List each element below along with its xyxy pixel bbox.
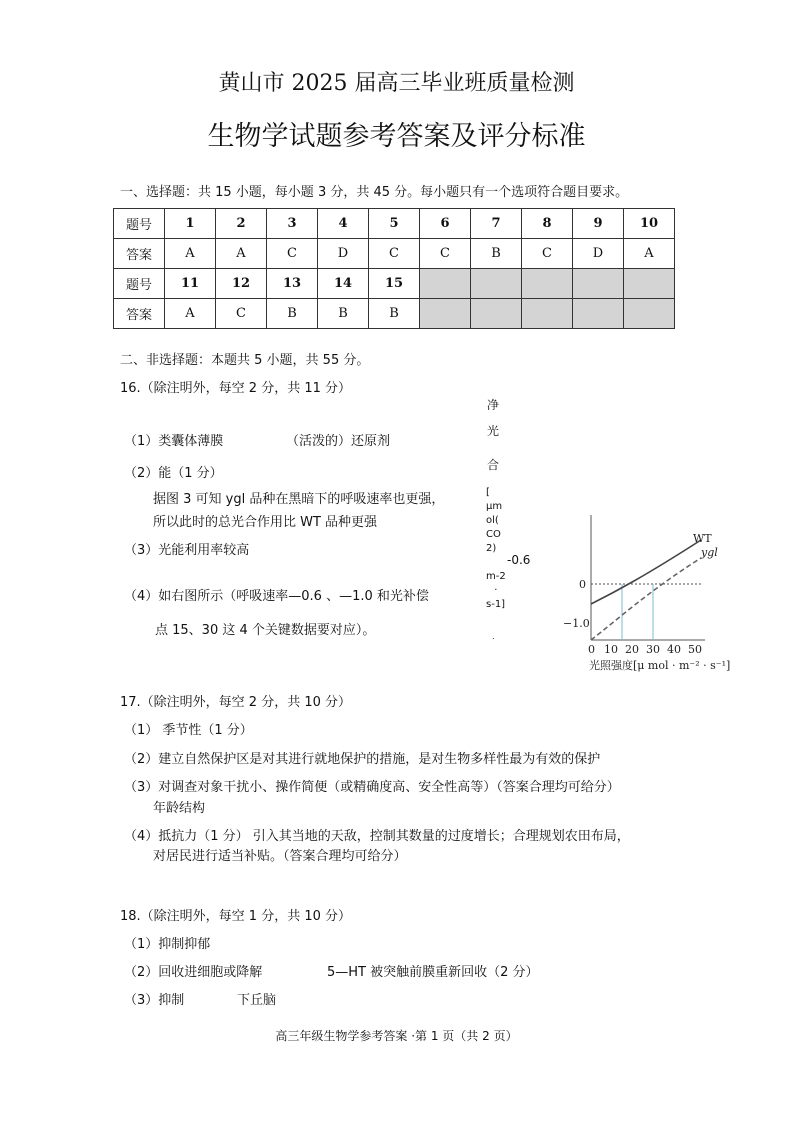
q17-answer4-line2: 对居民进行适当补贴。（答案合理均可给分）: [153, 849, 407, 864]
section1-heading: 一、选择题：共 15 小题，每小题 3 分，共 45 分。每小题只有一个选项符合题目要求。: [120, 185, 629, 200]
ylabel-unit-line: [: [486, 487, 490, 498]
qnum-cell: 8: [522, 209, 573, 239]
page-footer: 高三年级生物学参考答案 ·第 1 页（共 2 页）: [275, 1029, 518, 1043]
answer-cell: A: [165, 299, 216, 329]
answer-cell: D: [318, 239, 369, 269]
ylabel-unit-line: s-1]: [486, 599, 506, 610]
answer-cell: C: [522, 239, 573, 269]
q16-answer4-line2: 点 15、30 这 4 个关键数据要对应）。: [155, 623, 376, 638]
q17-answer4-line1: （4）抵抗力（1 分） 引入其当地的天敌，控制其数量的过度增长；合理规划农田布局，: [124, 829, 630, 844]
qnum-cell: 2: [216, 209, 267, 239]
qnum-cell: 9: [573, 209, 624, 239]
ygl-curve: [591, 558, 701, 640]
q18-heading: 18.（除注明外，每空 1 分，共 10 分）: [120, 909, 352, 924]
x-tick-label: 30: [646, 643, 660, 656]
answer-cell: C: [267, 239, 318, 269]
wt-curve: [591, 540, 701, 604]
answer-cell: B: [471, 239, 522, 269]
stray-dot: .: [492, 632, 495, 641]
q17-answer3-line1: （3）对调查对象干扰小、操作简便（或精确度高、安全性高等）（答案合理均可给分）: [124, 780, 620, 795]
qnum-cell: 15: [369, 269, 420, 299]
ylabel-unit-line: ·: [494, 585, 498, 596]
q16-answer1: （1）类囊体薄膜: [124, 434, 224, 449]
q18-answer2a: （2）回收进细胞或降解: [124, 965, 263, 980]
label-answer: 答案: [114, 239, 165, 269]
empty-cell: [522, 299, 573, 329]
ylabel-unit-line: CO: [486, 529, 501, 540]
qnum-cell: 4: [318, 209, 369, 239]
graph-svg: [555, 510, 770, 680]
qnum-cell: 14: [318, 269, 369, 299]
title-line1: 黄山市 2025 届高三毕业班质量检测: [218, 71, 575, 96]
answer-cell: B: [369, 299, 420, 329]
answer-cell: B: [318, 299, 369, 329]
ylabel-unit-line: ol(: [486, 515, 499, 526]
label-answer: 答案: [114, 299, 165, 329]
empty-cell: [420, 299, 471, 329]
answer-cell: C: [216, 299, 267, 329]
answer-cell: A: [216, 239, 267, 269]
table-row: [114, 239, 675, 269]
q17-answer3-line2: 年龄结构: [153, 801, 206, 816]
q16-answer2-line2: 所以此时的总光合作用比 WT 品种更强: [153, 515, 378, 530]
qnum-cell: 7: [471, 209, 522, 239]
answer-table: [113, 208, 675, 329]
empty-cell: [573, 269, 624, 299]
qnum-cell: 6: [420, 209, 471, 239]
qnum-cell: 1: [165, 209, 216, 239]
x-tick-label: 50: [688, 643, 702, 656]
stray-value: -0.6: [507, 553, 531, 567]
y-tick-label: −1.0: [563, 617, 590, 630]
x-tick-label: 10: [604, 643, 618, 656]
answer-cell: A: [165, 239, 216, 269]
x-tick-label: 20: [625, 643, 639, 656]
x-tick-label: 40: [667, 643, 681, 656]
empty-cell: [624, 269, 675, 299]
ylabel-unit-line: m-2: [486, 571, 506, 582]
empty-cell: [471, 299, 522, 329]
q17-heading: 17.（除注明外，每空 2 分，共 10 分）: [120, 695, 352, 710]
ylabel-unit-line: μm: [486, 501, 503, 512]
title-line2: 生物学试题参考答案及评分标准: [207, 121, 586, 152]
series-label-ygl: ygl: [701, 546, 718, 559]
q16-answer1b: （活泼的）还原剂: [286, 434, 391, 449]
qnum-cell: 12: [216, 269, 267, 299]
empty-cell: [624, 299, 675, 329]
q16-answer2: （2）能（1 分）: [124, 466, 223, 481]
q18-answer1: （1）抑制抑郁: [124, 937, 211, 952]
ylabel-char: 净: [487, 398, 500, 412]
section2-heading: 二、非选择题：本题共 5 小题，共 55 分。: [120, 353, 370, 368]
q18-answer3a: （3）抑制: [124, 993, 185, 1008]
q17-answer2: （2）建立自然保护区是对其进行就地保护的措施，是对生物多样性最为有效的保护: [124, 752, 601, 767]
ylabel-unit-line: 2): [486, 543, 497, 554]
empty-cell: [471, 269, 522, 299]
q16-answer4-line1: （4）如右图所示（呼吸速率—0.6 、—1.0 和光补偿: [124, 589, 429, 604]
ylabel-char: 合: [487, 458, 500, 472]
q18-answer2b: 5—HT 被突触前膜重新回收（2 分）: [327, 965, 539, 980]
qnum-cell: 13: [267, 269, 318, 299]
answer-cell: C: [420, 239, 471, 269]
graph-ylabel-unit2: [486, 570, 506, 612]
qnum-cell: 5: [369, 209, 420, 239]
table-row: [114, 269, 675, 299]
x-tick-label: 0: [588, 643, 595, 656]
qnum-cell: 11: [165, 269, 216, 299]
table-row: [114, 299, 675, 329]
x-axis-label: 光照强度[μ mol · m⁻² · s⁻¹]: [589, 659, 731, 672]
series-label-wt: WT: [693, 532, 712, 545]
answer-cell: B: [267, 299, 318, 329]
q16-heading: 16.（除注明外，每空 2 分，共 11 分）: [120, 381, 352, 396]
ylabel-char: 光: [487, 424, 500, 438]
empty-cell: [522, 269, 573, 299]
qnum-cell: 10: [624, 209, 675, 239]
label-qnum: 题号: [114, 269, 165, 299]
graph-ylabel-unit: [486, 486, 502, 556]
q16-answer3: （3）光能利用率较高: [124, 543, 250, 558]
label-qnum: 题号: [114, 209, 165, 239]
qnum-cell: 3: [267, 209, 318, 239]
answer-cell: A: [624, 239, 675, 269]
empty-cell: [420, 269, 471, 299]
answer-cell: C: [369, 239, 420, 269]
graph-ylabel: [487, 392, 499, 478]
y-tick-label: 0: [579, 578, 586, 591]
table-row: [114, 209, 675, 239]
empty-cell: [573, 299, 624, 329]
answer-cell: D: [573, 239, 624, 269]
q17-answer1: （1） 季节性（1 分）: [124, 723, 253, 738]
q16-answer2-line1: 据图 3 可知 ygl 品种在黑暗下的呼吸速率也更强，: [153, 492, 445, 507]
q18-answer3b: 下丘脑: [237, 993, 277, 1008]
